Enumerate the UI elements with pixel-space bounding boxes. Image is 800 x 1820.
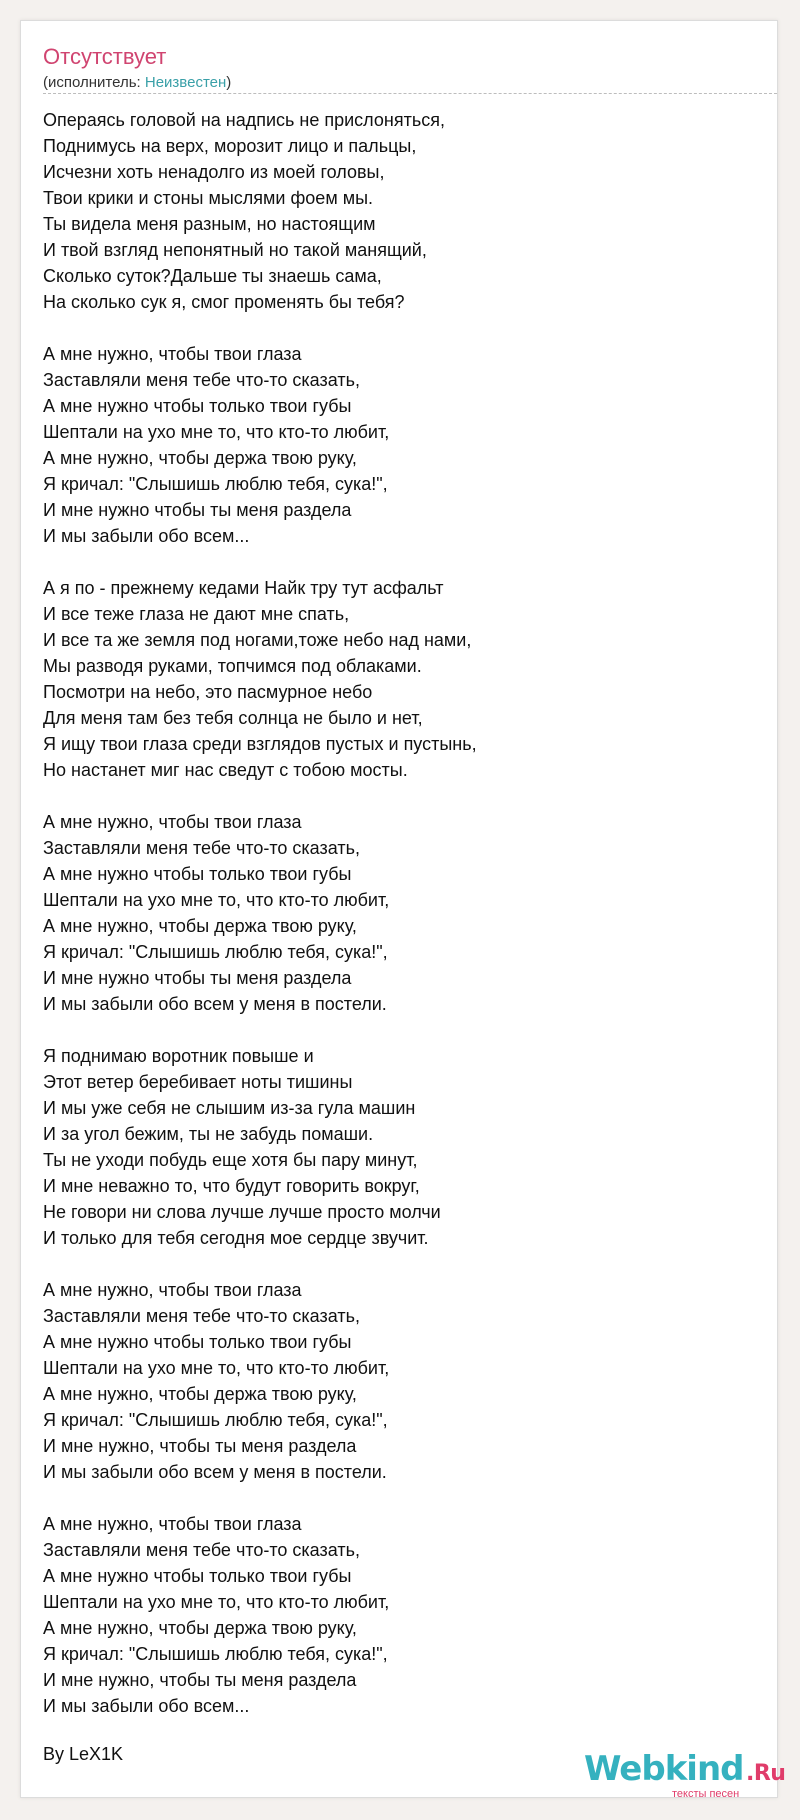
lyrics-stanza (43, 1043, 763, 1251)
lyrics-line: Твои крики и стоны мыслями фоем мы. (43, 188, 374, 208)
lyrics-line: А мне нужно чтобы только твои губы (43, 396, 352, 416)
lyrics-line: А мне нужно, чтобы держа твою руку, (43, 916, 357, 936)
logo-tagline: тексты песен (672, 1788, 740, 1800)
lyrics-line: И все теже глаза не дают мне спать, (43, 604, 350, 624)
artist-prefix: (исполнитель: (43, 74, 145, 91)
artist-link[interactable]: Неизвестен (144, 74, 227, 91)
lyrics-line: Шептали на ухо мне то, что кто-то любит, (43, 422, 390, 442)
lyrics-line: И мы забыли обо всем у меня в постели. (43, 994, 387, 1014)
lyrics-line: Но настанет миг нас сведут с тобою мосты. (43, 760, 408, 780)
lyrics-line: И мне нужно чтобы ты меня раздела (43, 500, 352, 520)
lyrics-stanza (43, 809, 763, 1017)
lyrics-line: Исчезни хоть ненадолго из моей головы, (43, 162, 385, 182)
lyrics-line: Я кричал: "Слышишь люблю тебя, сука!", (43, 474, 388, 494)
lyrics-line: И твой взгляд непонятный но такой манящий, (43, 240, 427, 260)
lyrics-line: И мы забыли обо всем у меня в постели. (43, 1462, 387, 1482)
lyrics-line: Поднимусь на верх, морозит лицо и пальцы, (43, 136, 417, 156)
song-title: Отсутствует (43, 44, 167, 69)
lyrics-line: Шептали на ухо мне то, что кто-то любит, (43, 1592, 390, 1612)
lyrics-line: И мне нужно чтобы ты меня раздела (43, 968, 352, 988)
lyrics-line: Ты не уходи побудь еще хотя бы пару минут, (43, 1150, 418, 1170)
lyrics-line: А я по - прежнему кедами Найк тру тут асфальт (43, 578, 444, 598)
lyrics-line: И за угол бежим, ты не забудь помаши. (43, 1124, 374, 1144)
lyrics-line: Шептали на ухо мне то, что кто-то любит, (43, 890, 390, 910)
author-line: By LeX1K (43, 1744, 124, 1764)
lyrics-line: Для меня там без тебя солнца не было и нет, (43, 708, 423, 728)
lyrics-stanza (43, 1277, 763, 1485)
lyrics-line: Я поднимаю воротник повыше и (43, 1046, 314, 1066)
lyrics-line: Заставляли меня тебе что-то сказать, (43, 838, 360, 858)
lyrics-card (20, 20, 786, 1800)
lyrics-line: Не говори ни слова лучше лучше просто молчи (43, 1202, 441, 1222)
lyrics-line: Я ищу твои глаза среди взглядов пустых и пустынь, (43, 734, 477, 754)
lyrics-line: И мне неважно то, что будут говорить вокруг, (43, 1176, 420, 1196)
lyrics-line: А мне нужно чтобы только твои губы (43, 1566, 352, 1586)
lyrics-line: А мне нужно, чтобы твои глаза (43, 1280, 302, 1300)
lyrics-line: Шептали на ухо мне то, что кто-то любит, (43, 1358, 390, 1378)
lyrics-line: Этот ветер беребивает ноты тишины (43, 1072, 353, 1092)
lyrics-line: А мне нужно чтобы только твои губы (43, 864, 352, 884)
lyrics-line: А мне нужно, чтобы твои глаза (43, 812, 302, 832)
logo-domain-suffix: .Ru (746, 1761, 786, 1786)
lyrics-line: Сколько суток?Дальше ты знаешь сама, (43, 266, 382, 286)
lyrics-line: А мне нужно чтобы только твои губы (43, 1332, 352, 1352)
lyrics-line: Я кричал: "Слышишь люблю тебя, сука!", (43, 942, 388, 962)
lyrics-stanza (43, 341, 763, 549)
lyrics-line: Заставляли меня тебе что-то сказать, (43, 1540, 360, 1560)
lyrics-line: Ты видела меня разным, но настоящим (43, 214, 376, 234)
lyrics-stanza (43, 107, 763, 315)
lyrics-line: Я кричал: "Слышишь люблю тебя, сука!", (43, 1410, 388, 1430)
title-divider (43, 93, 777, 94)
lyrics-line: Заставляли меня тебе что-то сказать, (43, 370, 360, 390)
artist-suffix: ) (226, 74, 232, 91)
lyrics-line: А мне нужно, чтобы держа твою руку, (43, 448, 357, 468)
artist-line (43, 73, 231, 93)
lyrics-line: И мы уже себя не слышим из-за гула машин (43, 1098, 416, 1118)
lyrics-body (43, 107, 763, 1745)
lyrics-line: И мне нужно, чтобы ты меня раздела (43, 1436, 357, 1456)
lyrics-line: Заставляли меня тебе что-то сказать, (43, 1306, 360, 1326)
lyrics-line: А мне нужно, чтобы твои глаза (43, 344, 302, 364)
lyrics-line: Мы разводя руками, топчимся под облаками. (43, 656, 422, 676)
lyrics-line: И мы забыли обо всем... (43, 526, 250, 546)
lyrics-stanza (43, 575, 763, 783)
logo-word: Webkind (584, 1749, 744, 1789)
lyrics-line: И только для тебя сегодня мое сердце звучит. (43, 1228, 429, 1248)
lyrics-line: А мне нужно, чтобы держа твою руку, (43, 1618, 357, 1638)
lyrics-line: Посмотри на небо, это пасмурное небо (43, 682, 373, 702)
lyrics-line: Операясь головой на надпись не прислоняться, (43, 110, 445, 130)
lyrics-line: А мне нужно, чтобы твои глаза (43, 1514, 302, 1534)
lyrics-line: И мне нужно, чтобы ты меня раздела (43, 1670, 357, 1690)
lyrics-line: И мы забыли обо всем... (43, 1696, 250, 1716)
lyrics-line: Я кричал: "Слышишь люблю тебя, сука!", (43, 1644, 388, 1664)
webkind-logo[interactable] (584, 1749, 786, 1805)
lyrics-line: А мне нужно, чтобы держа твою руку, (43, 1384, 357, 1404)
lyrics-line: И все та же земля под ногами,тоже небо над нами, (43, 630, 472, 650)
lyrics-line: На сколько сук я, смог променять бы тебя? (43, 292, 405, 312)
lyrics-stanza (43, 1511, 763, 1719)
